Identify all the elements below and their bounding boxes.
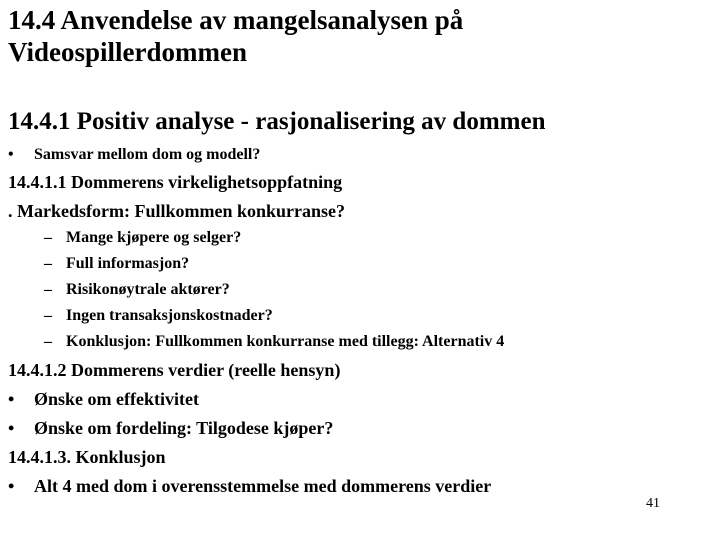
slide-title-line-2: Videospillerdommen xyxy=(8,37,247,67)
dash-icon: – xyxy=(44,229,52,246)
values-bullet-text: Ønske om effektivitet xyxy=(34,389,199,409)
bullet-icon: • xyxy=(8,418,15,438)
dash-icon: – xyxy=(44,255,52,272)
dash-item xyxy=(44,229,241,247)
values-bullet-text: Ønske om fordeling: Tilgodese kjøper? xyxy=(34,418,334,438)
dash-item xyxy=(44,255,189,273)
dash-item-text: Ingen transaksjonskostnader? xyxy=(66,307,273,324)
bullet-icon: • xyxy=(8,389,15,409)
values-bullet xyxy=(8,418,333,439)
subsection-heading-3: 14.4.1.3. Konklusjon xyxy=(8,447,166,467)
dash-item xyxy=(44,307,273,325)
intro-bullet xyxy=(8,146,260,164)
bullet-icon: • xyxy=(8,146,14,163)
intro-bullet-text: Samsvar mellom dom og modell? xyxy=(34,146,261,163)
dash-item-text: Full informasjon? xyxy=(66,255,190,272)
slide-title-line-1: 14.4 Anvendelse av mangelsanalysen på xyxy=(8,5,464,35)
dash-icon: – xyxy=(44,307,52,324)
dash-item-text: Risikonøytrale aktører? xyxy=(66,281,230,298)
dash-icon: – xyxy=(44,281,52,298)
conclusion-bullet xyxy=(8,476,491,497)
subsection-heading-2: 14.4.1.2 Dommerens verdier (reelle hensyn) xyxy=(8,360,341,380)
conclusion-bullet-text: Alt 4 med dom i overensstemmelse med dommerens verdier xyxy=(34,476,492,496)
page-number: 41 xyxy=(646,496,660,511)
dash-item xyxy=(44,281,230,299)
dash-icon: – xyxy=(44,333,52,350)
dash-item-text: Konklusjon: Fullkommen konkurranse med tillegg: Alternativ 4 xyxy=(66,333,505,350)
bullet-icon: • xyxy=(8,476,15,496)
dash-item xyxy=(44,333,504,351)
subsection-heading-1: 14.4.1.1 Dommerens virkelighetsoppfatning xyxy=(8,172,343,192)
values-bullet xyxy=(8,389,199,410)
section-heading: 14.4.1 Positiv analyse - rasjonalisering av dommen xyxy=(8,108,546,135)
dash-item-text: Mange kjøpere og selger? xyxy=(66,229,242,246)
market-form-line: . Markedsform: Fullkommen konkurranse? xyxy=(8,201,345,221)
